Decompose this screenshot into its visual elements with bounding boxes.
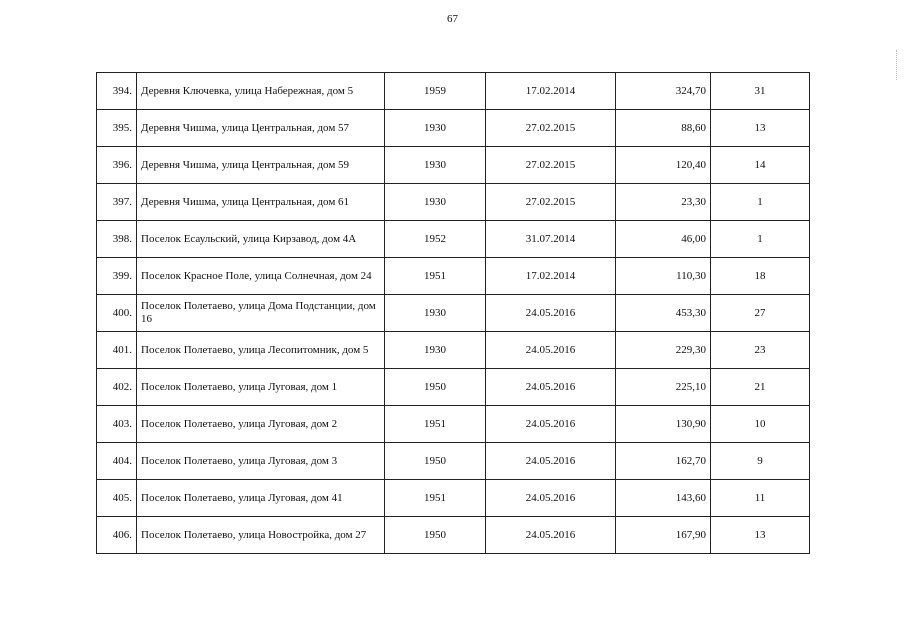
row-number-cell: 397. bbox=[97, 184, 137, 221]
address-cell: Поселок Полетаево, улица Луговая, дом 41 bbox=[137, 480, 385, 517]
table-row bbox=[97, 110, 810, 147]
page-number: 67 bbox=[447, 13, 458, 25]
area-cell: 453,30 bbox=[616, 295, 711, 332]
address-cell: Поселок Полетаево, улица Дома Подстанции, дом 16 bbox=[137, 295, 385, 332]
row-number-cell: 395. bbox=[97, 110, 137, 147]
year-built-cell: 1951 bbox=[385, 258, 486, 295]
residents-count-cell: 14 bbox=[711, 147, 810, 184]
date-cell: 24.05.2016 bbox=[486, 369, 616, 406]
table-row bbox=[97, 295, 810, 332]
row-number-cell: 396. bbox=[97, 147, 137, 184]
row-number-cell: 404. bbox=[97, 443, 137, 480]
address-cell: Поселок Полетаево, улица Лесопитомник, дом 5 bbox=[137, 332, 385, 369]
date-cell: 27.02.2015 bbox=[486, 147, 616, 184]
residents-count-cell: 31 bbox=[711, 73, 810, 110]
year-built-cell: 1930 bbox=[385, 332, 486, 369]
year-built-cell: 1950 bbox=[385, 443, 486, 480]
row-number-cell: 402. bbox=[97, 369, 137, 406]
table-row bbox=[97, 517, 810, 554]
row-number-cell: 400. bbox=[97, 295, 137, 332]
table-row bbox=[97, 369, 810, 406]
address-cell: Поселок Есаульский, улица Кирзавод, дом 4А bbox=[137, 221, 385, 258]
residents-count-cell: 27 bbox=[711, 295, 810, 332]
address-cell: Поселок Полетаево, улица Луговая, дом 1 bbox=[137, 369, 385, 406]
year-built-cell: 1951 bbox=[385, 406, 486, 443]
housing-registry-table bbox=[96, 72, 810, 554]
table-row bbox=[97, 406, 810, 443]
address-cell: Поселок Красное Поле, улица Солнечная, дом 24 bbox=[137, 258, 385, 295]
year-built-cell: 1950 bbox=[385, 369, 486, 406]
residents-count-cell: 18 bbox=[711, 258, 810, 295]
table-row bbox=[97, 480, 810, 517]
year-built-cell: 1952 bbox=[385, 221, 486, 258]
residents-count-cell: 11 bbox=[711, 480, 810, 517]
row-number-cell: 401. bbox=[97, 332, 137, 369]
scan-edge-specks bbox=[896, 50, 901, 80]
row-number-cell: 398. bbox=[97, 221, 137, 258]
address-cell: Поселок Полетаево, улица Луговая, дом 3 bbox=[137, 443, 385, 480]
area-cell: 225,10 bbox=[616, 369, 711, 406]
address-cell: Деревня Ключевка, улица Набережная, дом 5 bbox=[137, 73, 385, 110]
date-cell: 24.05.2016 bbox=[486, 517, 616, 554]
residents-count-cell: 21 bbox=[711, 369, 810, 406]
table-row bbox=[97, 221, 810, 258]
date-cell: 24.05.2016 bbox=[486, 295, 616, 332]
residents-count-cell: 13 bbox=[711, 110, 810, 147]
year-built-cell: 1930 bbox=[385, 184, 486, 221]
year-built-cell: 1930 bbox=[385, 295, 486, 332]
table-row bbox=[97, 147, 810, 184]
area-cell: 23,30 bbox=[616, 184, 711, 221]
area-cell: 110,30 bbox=[616, 258, 711, 295]
year-built-cell: 1930 bbox=[385, 147, 486, 184]
year-built-cell: 1950 bbox=[385, 517, 486, 554]
area-cell: 130,90 bbox=[616, 406, 711, 443]
row-number-cell: 399. bbox=[97, 258, 137, 295]
table-row bbox=[97, 184, 810, 221]
table-row bbox=[97, 443, 810, 480]
address-cell: Поселок Полетаево, улица Новостройка, дом 27 bbox=[137, 517, 385, 554]
area-cell: 324,70 bbox=[616, 73, 711, 110]
table-row bbox=[97, 73, 810, 110]
date-cell: 17.02.2014 bbox=[486, 258, 616, 295]
table-body bbox=[97, 73, 810, 554]
residents-count-cell: 1 bbox=[711, 184, 810, 221]
year-built-cell: 1951 bbox=[385, 480, 486, 517]
address-cell: Поселок Полетаево, улица Луговая, дом 2 bbox=[137, 406, 385, 443]
row-number-cell: 405. bbox=[97, 480, 137, 517]
date-cell: 17.02.2014 bbox=[486, 73, 616, 110]
row-number-cell: 394. bbox=[97, 73, 137, 110]
residents-count-cell: 1 bbox=[711, 221, 810, 258]
residents-count-cell: 13 bbox=[711, 517, 810, 554]
row-number-cell: 406. bbox=[97, 517, 137, 554]
table-row bbox=[97, 332, 810, 369]
area-cell: 162,70 bbox=[616, 443, 711, 480]
date-cell: 27.02.2015 bbox=[486, 110, 616, 147]
table-row bbox=[97, 258, 810, 295]
year-built-cell: 1959 bbox=[385, 73, 486, 110]
date-cell: 31.07.2014 bbox=[486, 221, 616, 258]
area-cell: 229,30 bbox=[616, 332, 711, 369]
residents-count-cell: 23 bbox=[711, 332, 810, 369]
date-cell: 24.05.2016 bbox=[486, 443, 616, 480]
address-cell: Деревня Чишма, улица Центральная, дом 57 bbox=[137, 110, 385, 147]
area-cell: 120,40 bbox=[616, 147, 711, 184]
date-cell: 27.02.2015 bbox=[486, 184, 616, 221]
date-cell: 24.05.2016 bbox=[486, 406, 616, 443]
date-cell: 24.05.2016 bbox=[486, 480, 616, 517]
row-number-cell: 403. bbox=[97, 406, 137, 443]
area-cell: 143,60 bbox=[616, 480, 711, 517]
date-cell: 24.05.2016 bbox=[486, 332, 616, 369]
address-cell: Деревня Чишма, улица Центральная, дом 59 bbox=[137, 147, 385, 184]
area-cell: 46,00 bbox=[616, 221, 711, 258]
residents-count-cell: 10 bbox=[711, 406, 810, 443]
address-cell: Деревня Чишма, улица Центральная, дом 61 bbox=[137, 184, 385, 221]
area-cell: 88,60 bbox=[616, 110, 711, 147]
year-built-cell: 1930 bbox=[385, 110, 486, 147]
residents-count-cell: 9 bbox=[711, 443, 810, 480]
area-cell: 167,90 bbox=[616, 517, 711, 554]
